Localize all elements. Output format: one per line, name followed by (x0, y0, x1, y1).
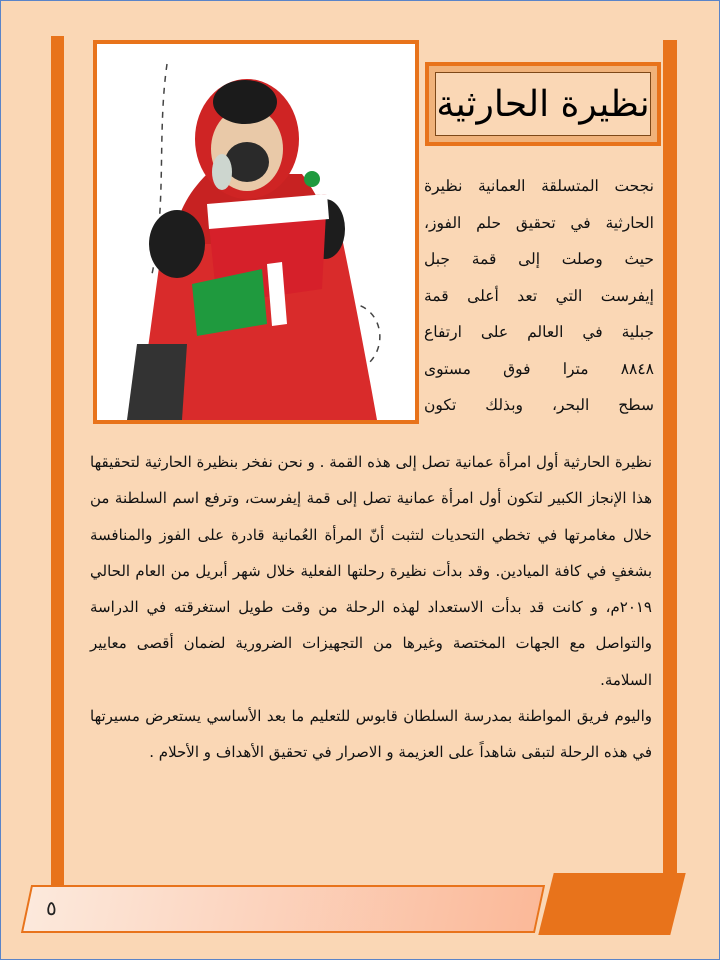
intro-line: الحارثية في تحقيق حلم الفوز، (424, 213, 654, 232)
article-paragraph: نظيرة الحارثية أول امرأة عمانية تصل إلى هذه القمة . و نحن نفخر بنظيرة الحارثية لتحقيقها هذا الإنجاز الكبير لتكون أول امرأة عمانية تصل إلى قمة إيفرست، وترفع اسم السلطنة من خلال مغامرتها في تخطي التحديات لتثبت أنّ المرأة العُمانية قادرة على الفوز والمنافسة بشغفٍ في كافة الميادين. وقد بدأت نظيرة رحلتها الفعلية خلال شهر أبريل من العام الحالي ٢٠١٩م، و كانت قد بدأت الاستعداد لهذه الرحلة من وقت طويل استغرقته في الدراسة والتواصل مع الجهات المختصة وغيرها من التجهيزات الضرورية لضمان أقصى معايير السلامة. (90, 453, 652, 689)
intro-line: حيث وصلت إلى قمة جبل (424, 250, 654, 268)
footer-band (21, 885, 545, 933)
page-number: ٥ (46, 896, 57, 920)
right-accent-bar (663, 40, 677, 876)
intro-line: إيفرست التي تعد أعلى قمة (424, 286, 654, 305)
page-title: نظيرة الحارثية (436, 83, 650, 125)
footer-accent (538, 873, 685, 935)
intro-line: ٨٨٤٨ مترا فوق مستوى (424, 359, 654, 378)
intro-line: نجحت المتسلقة العمانية نظيرة (424, 177, 654, 195)
intro-text (424, 168, 654, 424)
intro-line: سطح البحر، وبذلك تكون (424, 396, 654, 414)
climber-photo (93, 40, 419, 424)
left-accent-bar (51, 36, 64, 894)
title-box (425, 62, 661, 146)
intro-line: جبلية في العالم على ارتفاع (424, 323, 654, 341)
article-paragraph: واليوم فريق المواطنة بمدرسة السلطان قابوس للتعليم ما بعد الأساسي يستعرض مسيرتها في هذه الرحلة لتبقى شاهداً على العزيمة و الاصرار في تحقيق الأهداف و الأحلام . (90, 707, 652, 762)
climber-illustration (97, 44, 415, 420)
article-body (90, 444, 652, 771)
